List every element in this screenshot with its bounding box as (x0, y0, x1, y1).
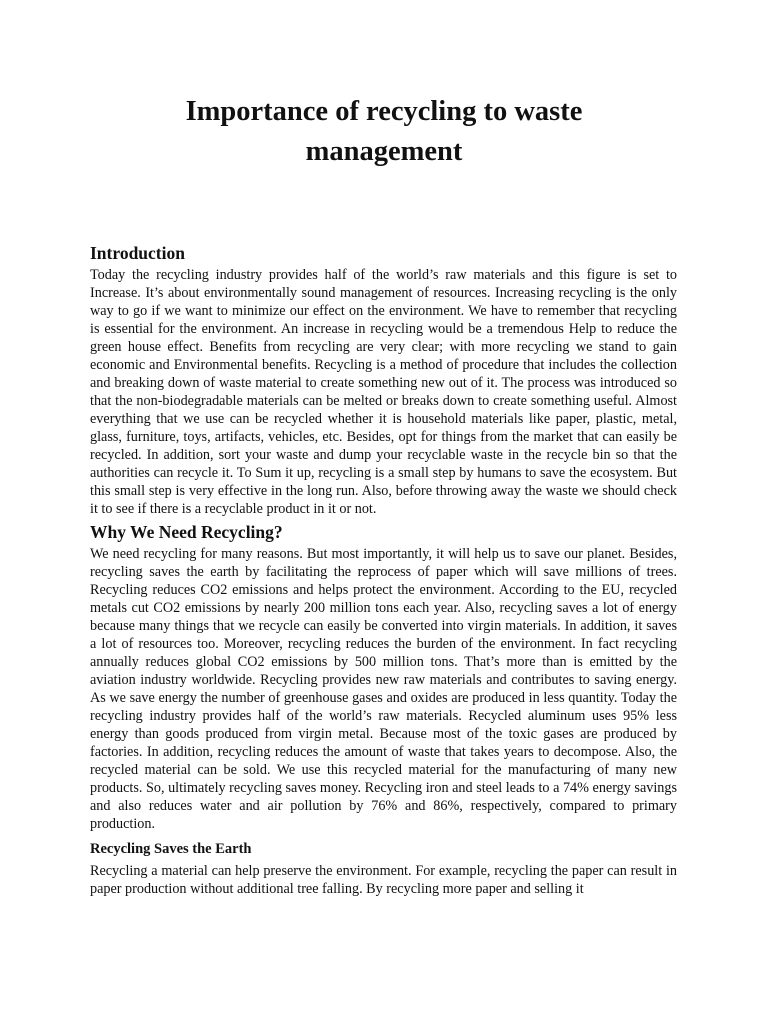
document-title: Importance of recycling to waste management (185, 96, 583, 167)
section-paragraph-recycling-saves-the-earth: Recycling a material can help preserve the environment. For example, recycling the paper can result in paper production without additional tree falling. By recycling more paper and selling it (90, 863, 677, 897)
section-heading-introduction: Introduction (90, 243, 185, 263)
document-body (90, 240, 677, 898)
section-heading-recycling-saves-the-earth: Recycling Saves the Earth (90, 841, 252, 857)
section-paragraph-introduction: Today the recycling industry provides half of the world’s raw materials and this figure is set to Increase. It’s about environmentally sound management of resources. Increasing recycling is the only way to go if we want to minimize our effect on the environment. We have to remember that recycling is essential for the environment. An increase in recycling would be a tremendous Help to reduce the green house effect. Benefits from recycling are very clear; with more recycling we stand to gain economic and Environmental benefits. Recycling is a method of procedure that includes the collection and breaking down of waste material to create something new out of it. The process was introduced so that the non-biodegradable materials can be melted or breaks down to create something useful. Almost everything that we use can be recycled whether it is household materials like paper, plastic, metal, glass, furniture, toys, artifacts, vehicles, etc. Besides, opt for things from the market that can easily be recycled. In addition, sort your waste and dump your recyclable waste in the recycle bin so that the authorities can recycle it. To Sum it up, recycling is a small step by humans to save the ecosystem. But this small step is very effective in the long run. Also, before throwing away the waste we should check it to see if there is a recyclable product in it or not. (90, 267, 677, 517)
section-heading-why-we-need-recycling: Why We Need Recycling? (90, 522, 283, 542)
section-paragraph-why-we-need-recycling: We need recycling for many reasons. But most importantly, it will help us to save our planet. Besides, recycling saves the earth by facilitating the reprocess of paper which will save millions of trees. Recycling reduces CO2 emissions and helps protect the environment. According to the EU, recycled metals cut CO2 emissions by nearly 200 million tons each year. Also, recycling saves a lot of energy because many things that we recycle can easily be converted into virgin materials. In addition, it saves a lot of resources too. Moreover, recycling reduces the burden of the environment. In fact recycling annually reduces global CO2 emissions by 500 million tons. That’s more than is emitted by the aviation industry worldwide. Recycling provides new raw materials and contributes to saving energy. As we save energy the number of greenhouse gases and oxides are produced in less quantity. Today the recycling industry provides half of the world’s raw materials. Recycled aluminum uses 95% less energy than goods produced from virgin metal. Because most of the toxic gases are produced by factories. In addition, recycling reduces the amount of waste that takes years to decompose. Also, the recycled material can be sold. We use this recycled material for the manufacturing of many new products. So, ultimately recycling saves money. Recycling iron and steel leads to a 74% energy savings and also reduces water and air pollution by 76% and 86%, respectively, compared to primary production. (90, 546, 677, 832)
